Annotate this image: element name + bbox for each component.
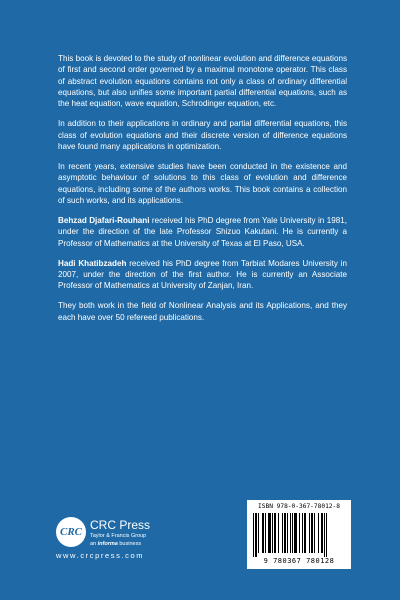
business-prefix: an xyxy=(90,541,98,547)
crc-logo-icon xyxy=(56,517,86,547)
logo-mark: CRC xyxy=(59,526,82,538)
author2-name: Hadi Khatibzadeh xyxy=(58,258,127,268)
barcode-number: 9 780367 780128 xyxy=(263,557,335,565)
author2-bio xyxy=(58,258,347,292)
paragraph-intro: This book is devoted to the study of nonlinear evolution and difference equations of first and second order governed by a maximal monotone operator. This class of abstract evolution equations contains not only a class of ordinary differential equations, but also unifies some important partial differential equations, such as the heat equation, wave equation, Schrodinger equation, etc. xyxy=(58,54,347,109)
publisher-logo xyxy=(56,513,196,573)
paragraph-recent-studies: In recent years, extensive studies have been conducted in the existence and asymptotic behaviour of solutions to this class of evolution and difference equations, including some of the authors works. This book contains a collection of such works, and its applications. xyxy=(58,161,347,205)
isbn-label: ISBN 978-0-367-78012-8 xyxy=(258,503,340,510)
publisher-website[interactable]: www.crcpress.com xyxy=(56,551,145,560)
author1-bio xyxy=(58,215,347,249)
author1-bio-text: received his PhD degree from Yale University in 1981, under the direction of the late Professor Shizuo Kakutani. He is currently a Professor of Mathematics at the University of Texas at El Paso, USA. xyxy=(58,215,347,248)
business-name: informa xyxy=(97,541,118,547)
barcode-icon xyxy=(252,513,346,557)
publisher-group: Taylor & Francis Group xyxy=(90,533,147,539)
author1-name: Behzad Djafari-Rouhani xyxy=(58,215,150,225)
author2-bio-text: received his PhD degree from Tarbiat Modares University in 2007, under the direction of the first author. He is currently an Associate Professor of Mathematics at University of Zanjan, Iran. xyxy=(58,258,347,291)
paragraph-applications: In addition to their applications in ordinary and partial differential equations, this class of evolution equations and their discrete version of difference equations have found many applications in optimization. xyxy=(58,119,347,151)
description-text xyxy=(58,53,347,332)
business-suffix: business xyxy=(117,541,142,547)
publisher-name: CRC Press xyxy=(90,518,151,532)
paragraph-closing: They both work in the field of Nonlinear Analysis and its Applications, and they each have over 50 refereed publications. xyxy=(58,301,347,322)
publisher-business xyxy=(90,541,141,547)
barcode-panel xyxy=(247,500,351,569)
